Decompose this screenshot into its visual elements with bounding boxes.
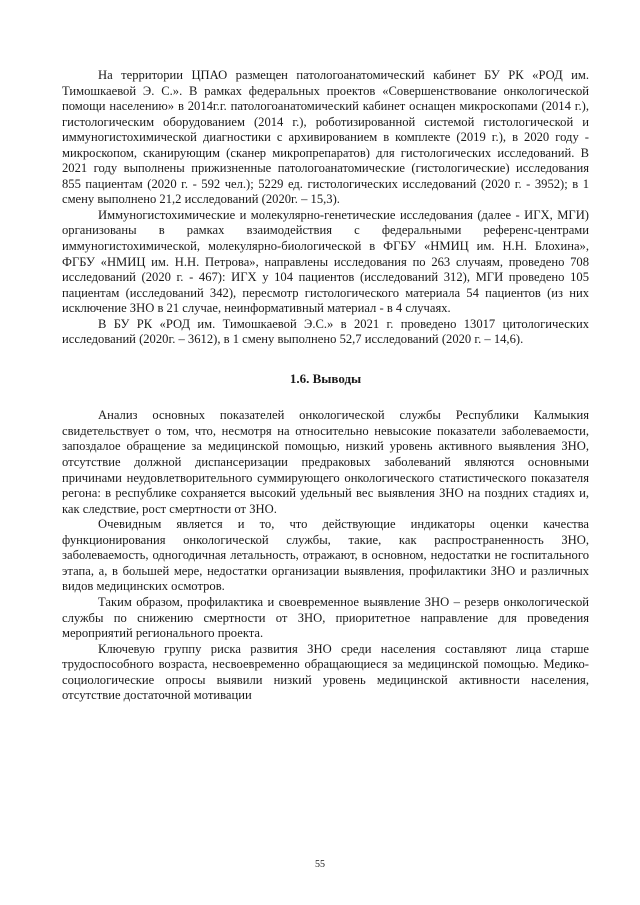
paragraph-pathology-cabinet: На территории ЦПАО размещен патологоанатомический кабинет БУ РК «РОД им. Тимошкаевой Э. С.». В рамках федеральных проектов «Совершенствование онкологической помощи населению» в 2014г.г. патологоанатомический кабинет оснащен микроскопами (2014 г.), гистологическим оборудованием (2014 г.), роботизированной системой гистологической и иммуногистохимической диагностики с архивированием в комплекте (2019 г.), в 2020 году - микроскопом, сканирующим (сканер микропрепаратов) для гистологических исследований. В 2021 году выполнены прижизненные патологоанатомические (гистологические) исследования 855 пациентам (2020 г. - 592 чел.); 5229 ед. гистологических исследований (2020 г. - 3952); в 1 смену выполнено 21,2 исследований (2020г. – 15,3). [62,68,589,207]
paragraph-risk-group: Ключевую группу риска развития ЗНО среди населения составляют лица старше трудоспособного возраста, несвоевременно обращающиеся за медицинской помощью. Медико-социологические опросы выявили низкий уровень медицинской активности населения, отсутствие достаточной мотивации [62,641,589,703]
paragraph-ihc-mgi: Иммуногистохимические и молекулярно-генетические исследования (далее - ИГХ, МГИ) организованы в рамках взаимодействия с федеральными референс-центрами иммуногистохимической, молекулярно-биологической в ФГБУ «НМИЦ им. Н.Н. Блохина», ФГБУ «НМИЦ им. Н.Н. Петрова», направлены исследования по 263 случаям, проведено 708 исследований (2020 г. - 467): ИГХ у 104 пациентов (исследований 312), МГИ проведено 105 пациентам (исследований 342), пересмотр гистологического материала 54 пациентов (из них исключение ЗНО в 21 случае, неинформативный материал - в 4 случаях. [62,207,589,316]
page-number: 55 [315,859,325,870]
section-heading: 1.6. Выводы [289,370,362,386]
page-body [62,68,589,704]
paragraph-analysis: Анализ основных показателей онкологической службы Республики Калмыкия свидетельствует о том, что, несмотря на относительно невысокие показатели заболеваемости, запоздалое обращение за медицинской помощью, низкий уровень активного выявления ЗНО, отсутствие должной диспансеризации предраковых заболеваний являются основными причинами неудовлетворительного суммирующего онкологического статистического показателя регона: в республике сохраняется высокий удельный вес выявления ЗНО на поздних стадиях и, как следствие, рост смертности от ЗНО. [62,408,589,516]
paragraph-prevention: Таким образом, профилактика и своевременное выявление ЗНО – резерв онкологической службы по снижению смертности от ЗНО, приоритетное направление для проведения мероприятий регионального проекта. [62,594,589,641]
paragraph-indicators: Очевидным является и то, что действующие индикаторы оценки качества функционирования онкологической службы, такие, как распространенность ЗНО, заболеваемость, одногодичная летальность, отражают, в основном, недостатки не госпитального этапа, а, в большей мере, недостатки организации выявления, профилактики ЗНО и различных видов медицинских осмотров. [62,517,589,594]
paragraph-cytology: В БУ РК «РОД им. Тимошкаевой Э.С.» в 2021 г. проведено 13017 цитологических исследований (2020г. – 3612), в 1 смену выполнено 52,7 исследований (2020 г. – 14,6). [62,316,589,347]
